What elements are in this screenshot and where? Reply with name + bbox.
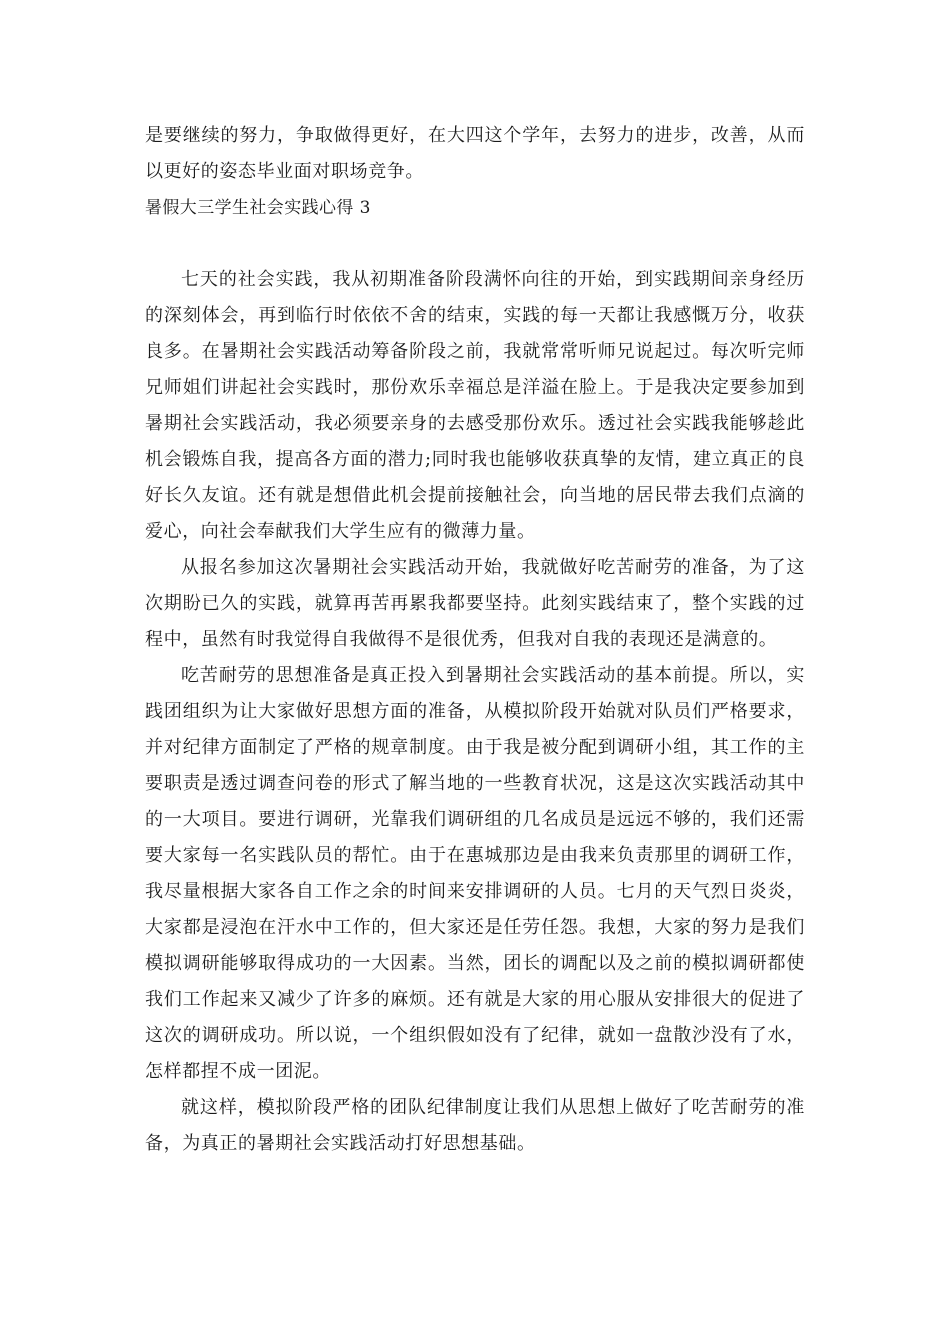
body-paragraph-3: 吃苦耐劳的思想准备是真正投入到暑期社会实践活动的基本前提。所以，实践团组织为让大家做好思想方面的准备，从模拟阶段开始就对队员们严格要求，并对纪律方面制定了严格的规章制度。由于我是被分配到调研小组，其工作的主要职责是透过调查问卷的形式了解当地的一些教育状况，这是这次实践活动其中的一大项目。要进行调研，光靠我们调研组的几名成员是远远不够的，我们还需要大家每一名实践队员的帮忙。由于在惠城那边是由我来负责那里的调研工作，我尽量根据大家各自工作之余的时间来安排调研的人员。七月的天气烈日炎炎，大家都是浸泡在汗水中工作的，但大家还是任劳任怨。我想，大家的努力是我们模拟调研能够取得成功的一大因素。当然，团长的调配以及之前的模拟调研都使我们工作起来又减少了许多的麻烦。还有就是大家的用心服从安排很大的促进了这次的调研成功。所以说，一个组织假如没有了纪律，就如一盘散沙没有了水，怎样都捏不成一团泥。 (145, 665, 805, 1082)
section-title: 暑假大三学生社会实践心得 3 (145, 198, 371, 218)
continuation-paragraph: 是要继续的努力，争取做得更好，在大四这个学年，去努力的进步，改善，从而以更好的姿态毕业面对职场竞争。 (145, 125, 805, 182)
body-paragraph-4: 就这样，模拟阶段严格的团队纪律制度让我们从思想上做好了吃苦耐劳的准备，为真正的暑期社会实践活动打好思想基础。 (145, 1097, 805, 1154)
document-body (145, 118, 805, 1162)
body-paragraph-2: 从报名参加这次暑期社会实践活动开始，我就做好吃苦耐劳的准备，为了这次期盼已久的实践，就算再苦再累我都要坚持。此刻实践结束了，整个实践的过程中，虽然有时我觉得自我做得不是很优秀，但我对自我的表现还是满意的。 (145, 557, 805, 650)
body-paragraph-1: 七天的社会实践，我从初期准备阶段满怀向往的开始，到实践期间亲身经历的深刻体会，再到临行时依依不舍的结束，实践的每一天都让我感慨万分，收获良多。在暑期社会实践活动筹备阶段之前，我就常常听师兄说起过。每次听完师兄师姐们讲起社会实践时，那份欢乐幸福总是洋溢在脸上。于是我决定要参加到暑期社会实践活动，我必须要亲身的去感受那份欢乐。透过社会实践我能够趁此机会锻炼自我，提高各方面的潜力;同时我也能够收获真挚的友情，建立真正的良好长久友谊。还有就是想借此机会提前接触社会，向当地的居民带去我们点滴的爱心，向社会奉献我们大学生应有的微薄力量。 (145, 269, 805, 542)
